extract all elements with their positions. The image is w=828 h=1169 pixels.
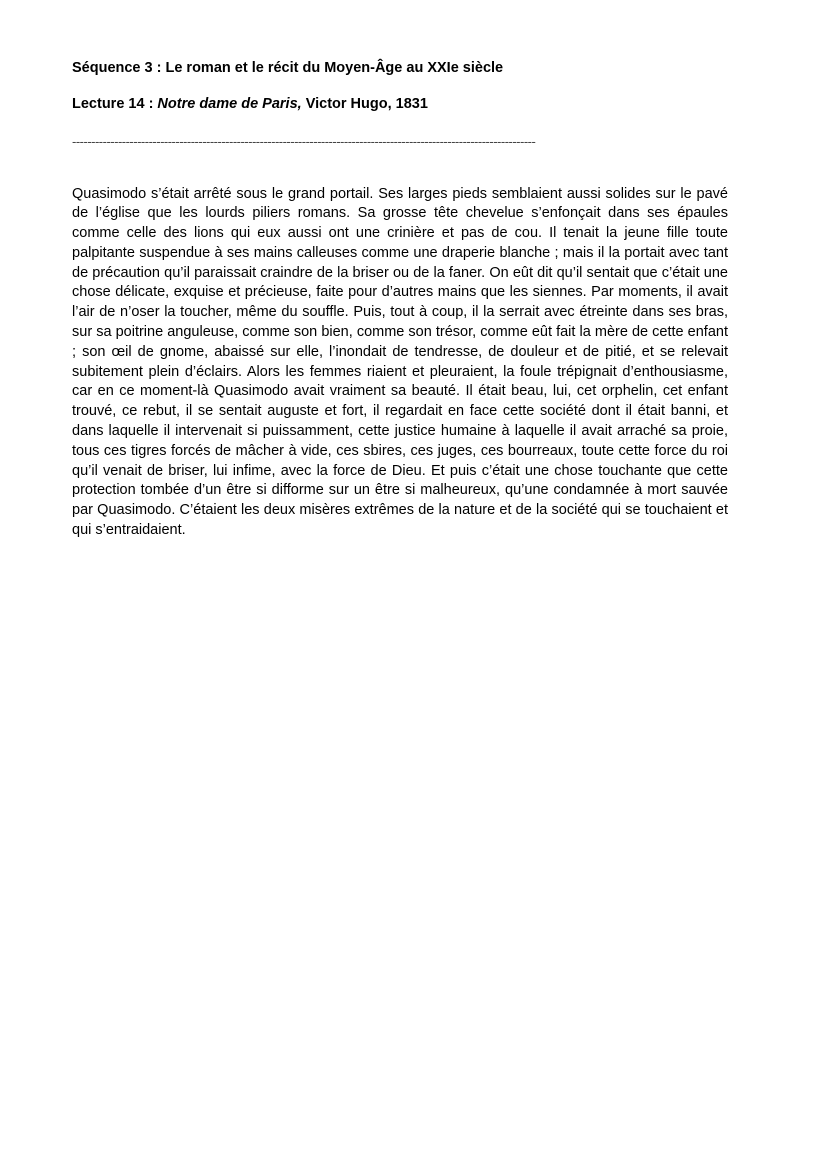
lecture-author-year: Victor Hugo, 1831 bbox=[301, 96, 428, 112]
lecture-prefix: Lecture 14 : bbox=[72, 96, 158, 112]
lecture-title bbox=[72, 95, 428, 113]
passage-text: Quasimodo s’était arrêté sous le grand portail. Ses larges pieds semblaient aussi solides sur le pavé de l’église que les lourds piliers romans. Sa grosse tête chevelue s’enfonçait dans ses épaules comme celle des lions qui eux aussi ont une crinière et pas de cou. Il tenait la jeune fille toute palpitante suspendue à ses mains calleuses comme une draperie blanche ; mais il la portait avec tant de précaution qu’il paraissait craindre de la briser ou de la faner. On eût dit qu’il sentait que c’était une chose délicate, exquise et précieuse, faite pour d’autres mains que les siennes. Par moments, il avait l’air de n’oser la toucher, même du souffle. Puis, tout à coup, il la serrait avec étreinte dans ses bras, sur sa poitrine anguleuse, comme son bien, comme son trésor, comme eût fait la mère de cette enfant ; son œil de gnome, abaissé sur elle, l’inondait de tendresse, de douleur et de pitié, et se relevait subitement plein d’éclairs. Alors les femmes riaient et pleuraient, la foule trépignait d’enthousiasme, car en ce moment-là Quasimodo avait vraiment sa beauté. Il était beau, lui, cet orphelin, cet enfant trouvé, ce rebut, il se sentait auguste et fort, il regardait en face cette société dont il était banni, et dans laquelle il intervenait si puissamment, cette justice humaine à laquelle il avait arraché sa proie, tous ces tigres forcés de mâcher à vide, ces sbires, ces juges, ces bourreaux, toute cette force du roi qu’il venait de briser, lui infime, avec la force de Dieu. Et puis c’était une chose touchante que cette protection tombée d’un être si difforme sur un être si malheureux, qu’une condamnée à mort sauvée par Quasimodo. C’étaient les deux misères extrêmes de la nature et de la société qui se touchaient et qui s’entraidaient. bbox=[72, 185, 728, 539]
dashed-separator: ------------------------------------------------------------------------------------------------------------------------- bbox=[72, 134, 536, 149]
sequence-title: Séquence 3 : Le roman et le récit du Moyen-Âge au XXIe siècle bbox=[72, 60, 504, 76]
lecture-work-title: Notre dame de Paris, bbox=[157, 96, 302, 112]
